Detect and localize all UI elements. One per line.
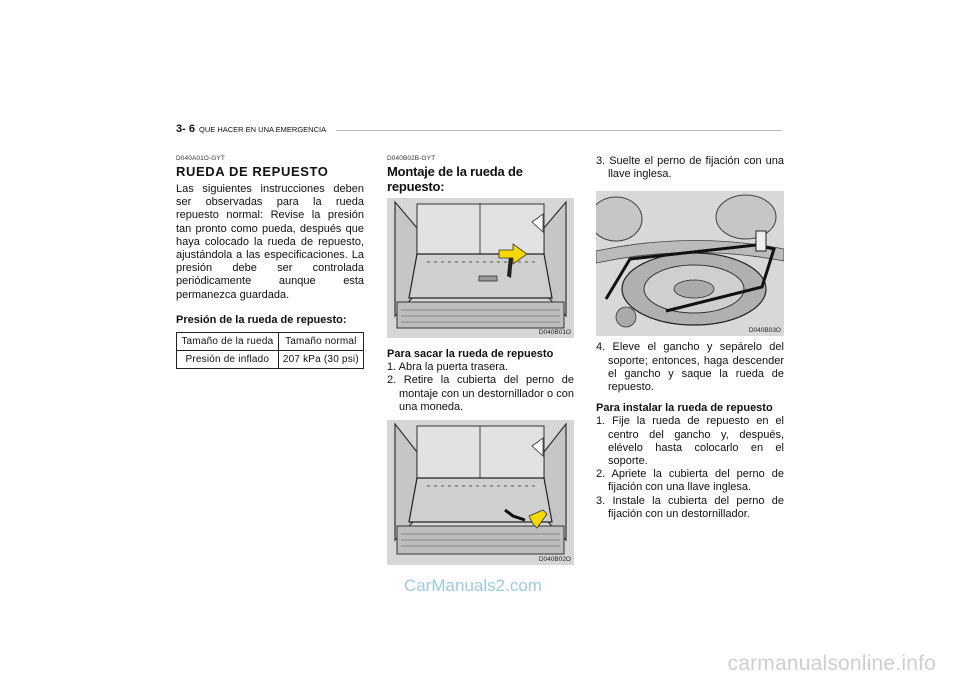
list-item: 3. Instale la cubierta del perno de fijación con un destornillador. xyxy=(596,494,784,520)
table-cell: 207 kPa (30 psi) xyxy=(278,350,363,368)
section-code: D040A01O-GYT xyxy=(176,155,225,162)
remove-steps-continued xyxy=(596,155,784,181)
figure-spare-tire xyxy=(596,191,784,336)
list-item: 2. Apriete la cubierta del perno de fijación con una llave inglesa. xyxy=(596,468,784,494)
pressure-table xyxy=(176,332,364,369)
pressure-subheading: Presión de la rueda de repuesto: xyxy=(176,313,347,326)
remove-subheading: Para sacar la rueda de repuesto xyxy=(387,348,554,360)
intro-paragraph: Las siguientes instrucciones deben ser observadas para la rueda repuesto normal: Revise la presión tan pronto como pueda, después que haya colocado la rueda de repuesto, ajustándola a las especificaciones. La presión debe ser controlada periódicamente aunque esta permanezca guardada. xyxy=(176,183,364,301)
list-item: 1. Abra la puerta trasera. xyxy=(387,361,509,374)
spare-tire-illustration xyxy=(596,191,784,336)
header-rule xyxy=(336,130,782,131)
site-watermark: CarManuals2.com xyxy=(404,576,542,595)
trunk-bolt-illustration xyxy=(387,420,574,565)
list-item: 1. Fije la rueda de repuesto en el centro del gancho y, después, elévelo hasta colocarlo en el soporte. xyxy=(596,415,784,468)
list-item: 3. Suelte el perno de fijación con una llave inglesa. xyxy=(596,155,784,181)
table-cell: Presión de inflado xyxy=(177,350,279,368)
section-title: QUE HACER EN UNA EMERGENCIA xyxy=(199,125,327,134)
remove-steps xyxy=(387,361,574,414)
install-subheading: Para instalar la rueda de repuesto xyxy=(596,402,773,415)
figure-caption: D040B02O xyxy=(538,556,571,564)
trunk-illustration xyxy=(387,198,574,338)
section-heading: RUEDA DE REPUESTO xyxy=(176,164,329,179)
list-item: 4. Eleve el gancho y sepárelo del soporte; entonces, haga descender el gancho y saque la rueda de repuesto. xyxy=(596,341,784,394)
figure-caption: D040B03O xyxy=(748,327,781,335)
table-cell: Tamaño de la rueda xyxy=(177,332,279,350)
footer-watermark: carmanualsonline.info xyxy=(727,652,936,675)
table-row xyxy=(177,350,364,368)
table-cell: Tamaño normal xyxy=(278,332,363,350)
page-header xyxy=(176,125,782,137)
column-spare-tire xyxy=(176,155,364,369)
figure-caption: D040B01O xyxy=(538,329,571,336)
section-code: D040B02B-GYT xyxy=(387,155,436,162)
figure-bolt-cover xyxy=(387,420,574,565)
list-item: 2. Retire la cubierta del perno de montaje con un destornillador o con una moneda. xyxy=(387,374,574,413)
install-steps xyxy=(596,415,784,521)
mounting-heading: Montaje de la rueda de repuesto: xyxy=(387,164,523,194)
table-row xyxy=(177,332,364,350)
figure-trunk-cover xyxy=(387,198,574,338)
column-steps xyxy=(596,155,784,521)
remove-steps-final xyxy=(596,341,784,394)
column-mounting xyxy=(387,155,574,565)
page-number: 3- 6 xyxy=(176,123,195,135)
